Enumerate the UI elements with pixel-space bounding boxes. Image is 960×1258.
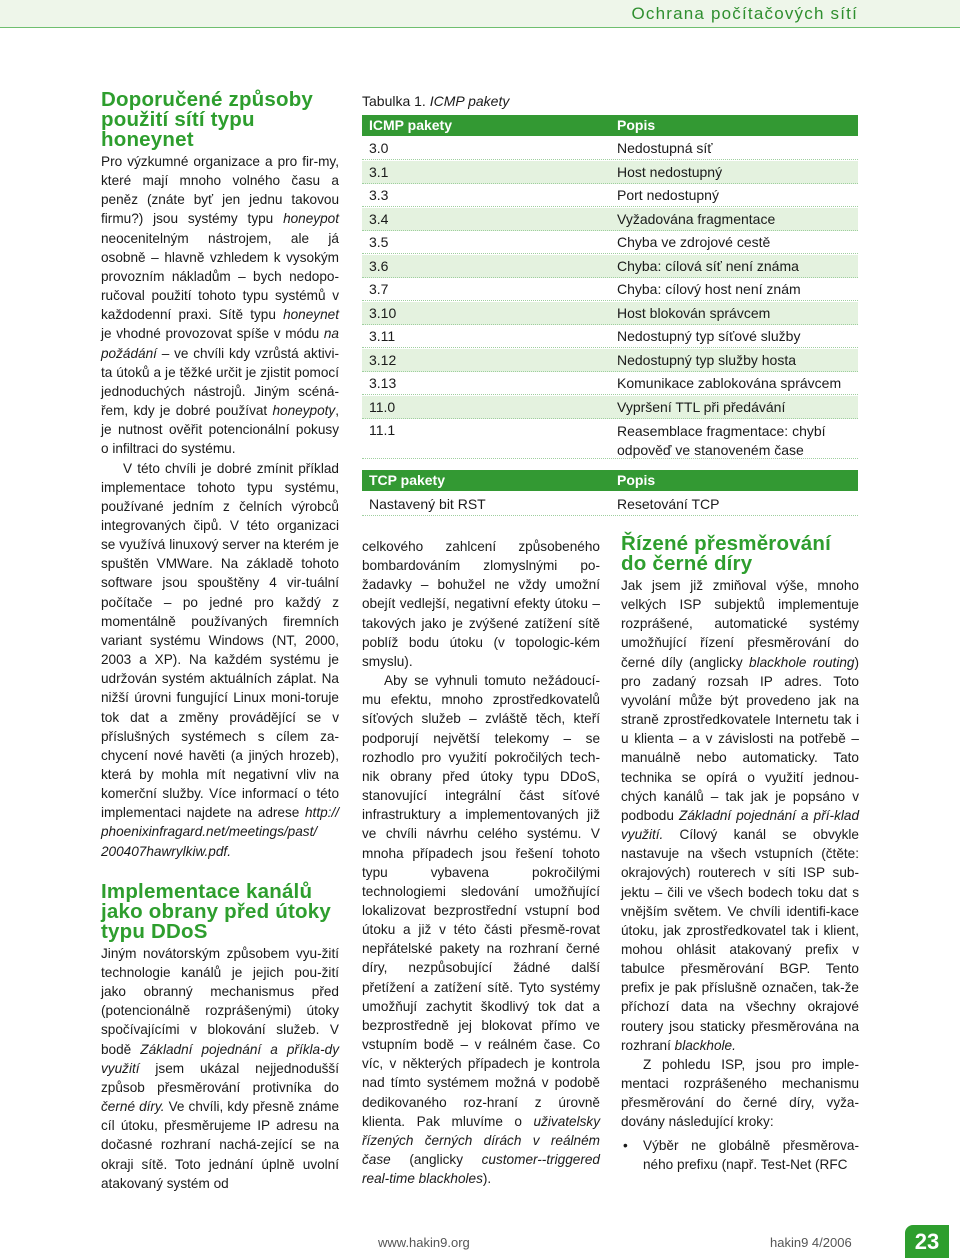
table-caption-number: Tabulka 1.	[362, 93, 426, 109]
bullet-item	[621, 1136, 859, 1174]
text-run: ) pro zadaný rozsah IP adres. Toto vyvolání může být provedeno jak na straně zprostředkovatele Internetu tak i u klienta – a v závislosti na potřebě – manuálně nebo automaticky. Tato technika se opírá o využití jednou-chých kanálů – tak jak je popsáno v podbodu	[621, 654, 859, 823]
table-header-icmp	[362, 115, 858, 136]
table-cell-desc: Chyba: cílový host není znám	[617, 281, 801, 297]
heading-line: do černé díry	[621, 552, 753, 575]
table-cell-code: 3.12	[369, 351, 397, 368]
text-run: je vhodné provozovat spíše v módu	[101, 326, 324, 342]
heading-line: Doporučené způsoby	[101, 88, 314, 111]
table-cell-desc: Vyžadována fragmentace	[617, 210, 776, 227]
footer-url: www.hakin9.org	[378, 1235, 470, 1250]
italic-run: uživatelsky řízených černých dírách v reálném čase	[362, 1113, 600, 1167]
table-cell-code: 3.1	[369, 163, 389, 180]
italic-run: honeypot	[283, 211, 339, 227]
heading-line: použití sítí typu	[101, 108, 255, 131]
table-caption-name: ICMP pakety	[429, 93, 510, 109]
heading-line: typu DDoS	[101, 919, 208, 943]
text-run: ).	[482, 1171, 492, 1187]
column-middle	[362, 537, 600, 1188]
text-run: neocenitelným nástrojem, ale já osobně – hlavně vzhledem k vysokým provozním nákladům – bych nedopo-ručoval použití tohoto typu systémů v každodenní praxi. Sítě typu	[101, 230, 339, 323]
table-row	[362, 302, 858, 325]
table-row	[362, 396, 858, 419]
paragraph	[621, 576, 859, 1055]
table-row	[362, 278, 858, 301]
table-header-cell: TCP pakety	[369, 472, 445, 488]
bullet-list	[621, 1136, 859, 1174]
paragraph	[101, 944, 339, 1193]
table-cell-desc: Nedostupná síť	[617, 140, 713, 156]
italic-run: http:// phoenixinfragard.net/meetings/past/ 200407hawrylkiw.pdf.	[101, 805, 339, 859]
italic-run: honeypoty	[272, 403, 336, 419]
column-left	[101, 90, 339, 1193]
column-right	[621, 534, 859, 1174]
heading-line: Řízené přesměrování	[621, 532, 832, 555]
heading-line: Implementace kanálů	[101, 879, 313, 903]
text-run: Jiným novátorským způsobem vyu-žití technologie kanálů je jejich pou-žití jako obranný mechanismus před (potencionálně rozprášenými) útoky spočívajícími v blokování služeb. V bodě	[101, 945, 339, 1057]
italic-run: honeynet	[283, 307, 339, 323]
paragraph	[101, 152, 339, 459]
table-cell-code: 3.4	[369, 210, 389, 227]
heading-channels-ddos	[101, 879, 339, 943]
italic-run: na požádání	[101, 326, 339, 361]
table-row	[362, 184, 858, 207]
table-cell-desc-line: Reasemblace fragmentace: chybí	[617, 423, 826, 439]
table-row	[362, 419, 858, 459]
text-run: jsem ukázal nejjednodušší způsob přesměrování protivníka do	[101, 1060, 339, 1095]
table-header-tcp	[362, 470, 858, 491]
heading-line: honeynet	[101, 128, 194, 151]
table-cell-desc: Host nedostupný	[617, 163, 723, 180]
footer-issue: hakin9 4/2006	[770, 1235, 852, 1250]
table-cell-desc: Host blokován správcem	[617, 304, 771, 321]
table-cell-desc: Chyba ve zdrojové cestě	[617, 234, 771, 250]
text-run: (anglicky	[390, 1152, 482, 1167]
heading-blackhole-routing	[621, 534, 859, 574]
text-run: celkového zahlcení způsobeného bombardováním zlomyslnými po-žadavky – bohužel ne vždy umožní obejít vedlejší, negativní efekty útoku – takových jako je zvýšené zatížení sítě poblíž bodu útoku (v topologic-kém smyslu).	[362, 539, 600, 669]
heading-recommended-usage	[101, 90, 339, 150]
table-cell-desc: Resetování TCP	[617, 496, 720, 512]
table-header-cell: Popis	[617, 472, 656, 488]
table-cell-desc: Nedostupný typ služby hosta	[617, 351, 796, 368]
heading-line: jako obrany před útoky	[101, 899, 331, 923]
italic-run: blackhole.	[674, 1037, 736, 1053]
table-cell-desc: Chyba: cílová síť není známa	[617, 257, 799, 274]
paragraph	[362, 537, 600, 671]
table-cell-code: 3.7	[369, 281, 389, 297]
table-cell-code: 11.1	[369, 422, 396, 438]
text-run: – ve chvíli kdy vzrůstá aktivi-ta útoků a je těžké určit je zjistit pomocí jednoduchých nástrojů. Jiným scéná-řem, kdy je dobré používat	[101, 345, 339, 419]
page-number-badge: 23	[905, 1225, 949, 1258]
table-cell-desc	[617, 422, 826, 460]
table-header-cell: Popis	[617, 117, 656, 133]
table-header-cell: ICMP pakety	[369, 117, 452, 133]
text-run: Z pohledu ISP, jsou pro imple-mentaci rozprášeného mechanismu přesměrování do černé díry, vyža-dovány následující kroky:	[621, 1056, 859, 1130]
italic-run: Základní pojednání a příkla-dy využití	[101, 1041, 339, 1076]
paragraph	[362, 671, 600, 1188]
section-title: Ochrana počítačových sítí	[631, 4, 858, 23]
table-row	[362, 231, 858, 254]
table-cell-desc: Port nedostupný	[617, 187, 719, 203]
italic-run: Základní pojednání a pří-klad využití.	[621, 807, 860, 843]
paragraph	[101, 459, 339, 861]
table-cell-desc-line: odpověď ve stanoveném čase	[617, 442, 804, 458]
table-row	[362, 255, 858, 278]
table-cell-code: Nastavený bit RST	[369, 496, 486, 512]
table-cell-code: 3.5	[369, 234, 389, 250]
table-cell-code: 3.0	[369, 140, 389, 156]
table-cell-code: 3.6	[369, 257, 389, 274]
table-cell-code: 3.13	[369, 375, 397, 391]
table-cell-code: 3.10	[369, 304, 397, 321]
italic-run: blackhole routing	[749, 654, 855, 670]
table-row	[362, 349, 858, 372]
table-cell-desc: Vypršení TTL při předávání	[617, 398, 786, 415]
table-caption	[362, 93, 509, 109]
table-row	[362, 137, 858, 160]
text-run: Cílový kanál se obvykle nastavuje na všech vstupních (čtěte: okrajových) routerech v síti ISP sub-jektu – čili ve všech bodech toku dat s vnějším světem. Ve chvíli identifi-kace útoku, jak zprostředkovatel tak i klient, mohou ohlásit atakovaný prefix v tabulce přesměrování BGP. Tento prefix je pak příslušně označen, tak-že příchozí data na všechny okrajové routery jsou staticky přesměrována na rozhraní	[621, 827, 859, 1053]
table-cell-code: 3.11	[369, 328, 396, 344]
table-cell-desc: Komunikace zablokována správcem	[617, 375, 842, 391]
text-run: , je nutnost ověřit potencionální pokusy o infiltraci do systému.	[101, 403, 339, 457]
table-row	[362, 372, 858, 395]
table-row	[362, 493, 858, 516]
text-run: Jak jsem již zmiňoval výše, mnoho velkých ISP subjektů implementuje rozprášené, automatické systémy umožňující řízení přesměrování do černé díly (anglicky	[621, 578, 859, 670]
table-cell-code: 11.0	[369, 398, 396, 415]
paragraph	[621, 1055, 859, 1132]
text-run: Pro výzkumné organizace a pro fir-my, které mají mnoho volného času a peněz (znáte byť jen jednu takovou firmu?) jsou systémy typu	[101, 154, 339, 227]
italic-run: černé díry.	[101, 1099, 165, 1115]
table-row	[362, 161, 858, 184]
table-cell-code: 3.3	[369, 187, 389, 203]
table-cell-desc: Nedostupný typ síťové služby	[617, 328, 801, 344]
table-row	[362, 325, 858, 348]
italic-run: customer--triggered real-time blackholes	[362, 1152, 600, 1187]
table-row	[362, 208, 858, 231]
text-run: V této chvíli je dobré zmínit příklad implementace tohoto typu systému, používané jedním z čelních výrobců integrovaných čipů. V této organizaci se využívá linuxový server na kterém je spuštěn VMWare. Na základě tohoto software jsou spouštěny 4 vir-tuální počítače – po jedné pro každý z momentálně používaných firemních variant systému Windows (NT, 2000, 2003 a XP). Na každém systému je udržován systém aktuálních záplat. Na nižší úrovni fungující Linux moni-toruje tok dat a změny provádějící se v příslušných systémech s cílem za-chycení nové havěti (a jiných hrozeb), která by mohla mít negativní vliv na komerční služby. Více informací o této implementaci najdete na adrese	[101, 460, 339, 821]
header-divider	[0, 27, 960, 28]
text-run: Aby se vyhnuli tomuto nežádoucí-mu efektu, mnoho zprostředkovatelů síťových služeb – zvláště těch, kteří podporují největší telekomy – se rozhodlo pro využití pokročilých tech-nik obrany před útoky typu DDoS, stanovující integrální část síťové infrastruktury a implementovaných již ve chvíli návrhu celého systému. V mnoha případech jsou řešení tohoto typu vybavena pokročilými technologiemi sledování umožňující lokalizovat bezprostřední vstupní bod útoku a již v této části přesmě-rovat nepřátelské pakety na rozhraní černé díry, nezpůsobující žádné další přetížení a zatížení sítě. Tyto systémy umožňují zachytit škodlivý tok dat a bezprostředně jej blokovat přímo ve vstupním bodě – v reálném čase. Co víc, v některých případech je kontrola nad tímto systémem možná v podobě dedikovaného roz-hraní z úrovně klienta. Pak mluvíme o	[362, 673, 600, 1129]
text-run: Ve chvíli, kdy přesně známe cíl útoku, přesměrujeme IP adresu na dočasné rozhraní nachá-zející se na okraji sítě. Toto jednání úplně uvolní atakovaný systém od	[101, 1099, 340, 1191]
bullet-text: Výběr ne globálně přesměrova-ného prefixu (např. Test-Net (RFC	[643, 1137, 859, 1172]
bullet-marker: •	[623, 1137, 628, 1153]
